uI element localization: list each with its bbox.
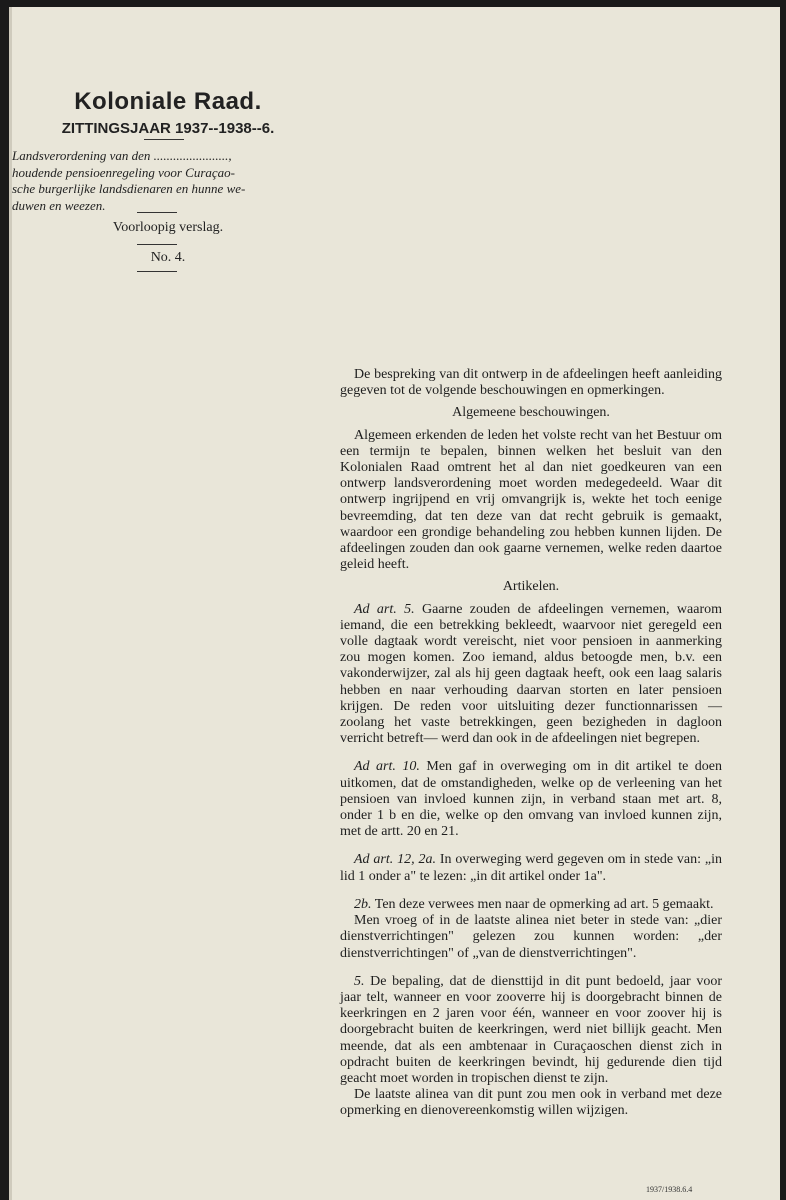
subject-line: houdende pensioenregeling voor Curaçao- (12, 164, 235, 180)
article-12-paragraph (340, 852, 722, 884)
document-page (9, 7, 780, 1200)
article-5-text: Gaarne zouden de afdeelingen vernemen, waarom iemand, die een betrekking bekleedt, waarvoor niet geregeld een volle dagtaak wordt vereischt, niet voor pensioen in aanmerking zou mogen komen. Zoo iemand, aldus betoogde men, b.v. een vakonderwijzer, zal als hij geen dagtaak heeft, ook een laag salaris hebben en naar verhouding daarvan storten en later pensioen krijgen. De reden voor uitsluiting dezer functionnarissen — zoolang het vaste betrekkingen, geen bezigheden in dagloon verricht betreft— werd dan ook in de afdeelingen niet begrepen. (340, 601, 723, 747)
spacer (340, 962, 722, 974)
article-12-text: In overweging werd gegeven om in stede van: „in lid 1 onder a" te lezen: „in dit artikel onder 1a". (340, 852, 722, 884)
point-2b-paragraph (340, 897, 722, 913)
article-10-text: Men gaf in overweging om in dit artikel te doen uitkomen, dat de omstandigheden, welke op de verleening van het pensioen van invloed kunnen zijn, in verband staan met art. 8, onder 1 b en die, welke op den omvang van invloed kunnen zijn, met de artt. 20 en 21. (340, 759, 723, 840)
point-5-text: De bepaling, dat de diensttijd in dit punt bedoeld, jaar voor jaar telt, wanneer en voor zooverre hij is doorgebracht binnen de keerkringen en 2 jaren voor één, wanneer en voor zoover hij is doorgebracht buiten de keerkringen, werd niet billijk geacht. Men meende, dat als een ambtenaar in Curaçaoschen dienst zich in opdracht buiten de keerkringen bevindt, hij gedurende dien tijd geacht moet worden in tropischen dienst te zijn. (340, 973, 722, 1086)
spacer (340, 840, 722, 852)
article-12-label: Ad art. 12, 2a. (354, 852, 437, 868)
articles-heading: Artikelen. (502, 579, 560, 595)
footer-code: 1937/1938.6.4 (646, 1185, 693, 1194)
article-10-paragraph (340, 759, 722, 840)
point-5-followup: De laatste alinea van dit punt zou men ook in verband met deze opmerking en dienovereenkomstig willen wijzigen. (340, 1087, 722, 1119)
spacer (340, 885, 722, 897)
article-5-paragraph (340, 602, 722, 748)
report-label: Voorloopig verslag. (112, 220, 224, 235)
subject-description (12, 148, 290, 214)
subject-line: duwen en weezen. (12, 197, 106, 213)
subject-line: sche burgerlijke landsdienaren en hunne we- (12, 181, 246, 196)
general-paragraph: Algemeen erkenden de leden het volste recht van het Bestuur om een termijn te bepalen, binnen welken het besluit van den Kolonialen Raad omtrent het al dan niet goedkeuren van een ontwerp landsverordening moet worden medegedeeld. Waar dit ontwerp ingrijpend en vrij omvangrijk is, wekte het toch eenige bevreemding, dat ten deze van dat recht gebruik is gemaakt, waardoor een grondige behandeling zou hebben kunnen lijden. De afdeelingen zouden dan ook gaarne vernemen, welke reden daartoe geleid heeft. (340, 427, 722, 573)
point-5-label: 5. (354, 973, 365, 989)
report-number: No. 4. (150, 250, 186, 265)
point-2b-label: 2b. (354, 896, 372, 912)
article-5-label: Ad art. 5. (354, 601, 415, 617)
document-title: Koloniale Raad. (74, 88, 262, 115)
article-10-label: Ad art. 10. (354, 759, 420, 775)
spacer (340, 747, 722, 759)
point-2b-text: Ten deze verwees men naar de opmerking ad art. 5 gemaakt. (371, 896, 714, 912)
document-header (9, 87, 327, 139)
point-2b-followup: Men vroeg of in de laatste alinea niet beter in stede van: „dier dienstverrichtingen" gelezen zou kunnen worden: „der dienstverrichtingen" of „van de dienstverrichtingen". (340, 913, 722, 961)
divider-rule (137, 271, 177, 272)
session-line: ZITTINGSJAAR 1937--1938--6. (61, 120, 275, 137)
point-5-paragraph (340, 974, 722, 1087)
general-heading: Algemeene beschouwingen. (452, 405, 610, 421)
divider-rule (137, 212, 177, 213)
subject-line: Landsverordening van den ......................., (12, 148, 232, 163)
divider-rule (137, 244, 177, 245)
intro-paragraph: De bespreking van dit ontwerp in de afdeelingen heeft aanleiding gegeven tot de volgende beschouwingen en opmerkingen. (340, 367, 722, 399)
divider-rule (144, 139, 184, 140)
report-body (340, 367, 722, 1120)
